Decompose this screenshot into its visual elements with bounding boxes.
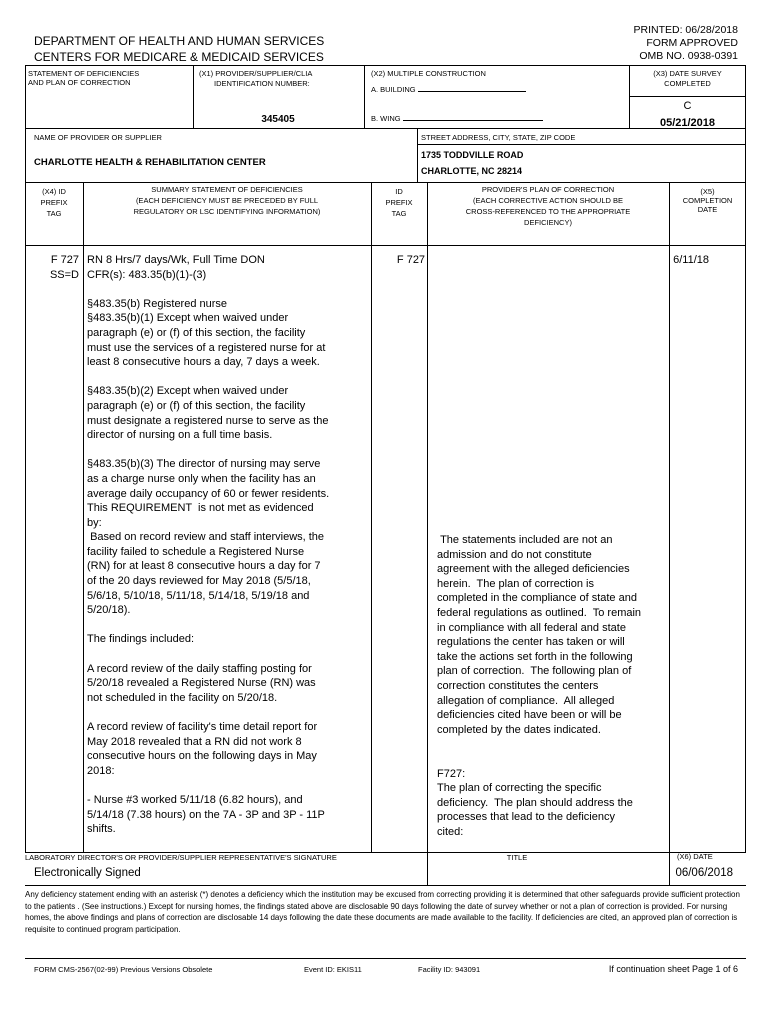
provider-name-label: NAME OF PROVIDER OR SUPPLIER — [34, 133, 162, 142]
id-header-2: PREFIX — [385, 198, 413, 207]
survey-date: 05/21/2018 — [659, 117, 716, 129]
plan-header-2: (EACH CORRECTIVE ACTION SHOULD BE — [472, 196, 624, 205]
plan-header-1: PROVIDER'S PLAN OF CORRECTION — [481, 185, 615, 194]
x2-building-label: A. BUILDING — [371, 85, 526, 95]
address-label: STREET ADDRESS, CITY, STATE, ZIP CODE — [421, 133, 576, 142]
x2-label: (X2) MULTIPLE CONSTRUCTION — [371, 69, 486, 78]
centers-name: CENTERS FOR MEDICARE & MEDICAID SERVICES — [34, 50, 324, 64]
footnote: Any deficiency statement ending with an asterisk (*) denotes a deficiency which the institution may be excused from correcting providing it is determined that other safeguards provide sufficient protection to the patients . (See instructions.) Except for nursing homes, the findings stated above are disclosable 90 days following the date of survey whether or not a plan of correction is provided. For nursing homes, the above findings and plans of correction are disclosable 14 days following the date these documents are made available to the facility. If deficiencies are cited, an approved plan of correction is requisite to continued program participation. — [25, 890, 740, 934]
left-tag: F 727 — [50, 254, 79, 266]
x5-header-2: COMPLETION — [682, 196, 733, 205]
date-label: (X6) DATE — [677, 852, 713, 861]
city-state-zip: CHARLOTTE, NC 28214 — [421, 166, 523, 176]
statement-label-2: AND PLAN OF CORRECTION — [28, 78, 131, 87]
signature-date: 06/06/2018 — [675, 867, 733, 879]
page-number: If continuation sheet Page 1 of 6 — [608, 964, 738, 974]
plan-header-3: CROSS-REFERENCED TO THE APPROPRIATE — [465, 207, 631, 216]
x2-wing-label: B. WING — [371, 114, 543, 124]
x4-header-2: PREFIX — [40, 198, 68, 207]
x1-label-2: IDENTIFICATION NUMBER: — [214, 79, 310, 88]
department-name: DEPARTMENT OF HEALTH AND HUMAN SERVICES — [34, 34, 325, 48]
survey-letter: C — [683, 100, 692, 112]
summary-paragraph: - Nurse #3 worked 5/11/18 (6.82 hours), and 5/14/18 (7.38 hours) on the 7A - 3P and 3P - 11P shifts. — [87, 793, 325, 836]
completion-date: 6/11/18 — [673, 254, 709, 266]
summary-paragraph: A record review of facility's time detail report for May 2018 revealed that a RN did not work 8 consecutive hours on the following days in May 2018: — [87, 721, 318, 777]
form-number: FORM CMS-2567(02-99) Previous Versions Obsolete — [34, 965, 213, 974]
summary-header-3: REGULATORY OR LSC IDENTIFYING INFORMATION) — [133, 207, 321, 216]
x3-label-2: COMPLETED — [664, 79, 711, 88]
summary-paragraph: RN 8 Hrs/7 days/Wk, Full Time DON CFR(s): 483.35(b)(1)-(3) — [87, 254, 265, 281]
summary-header-2: (EACH DEFICIENCY MUST BE PRECEDED BY FULL — [135, 196, 319, 205]
x1-label-1: (X1) PROVIDER/SUPPLIER/CLIA — [199, 69, 313, 78]
title-label: TITLE — [506, 853, 528, 862]
event-id: Event ID: EKIS11 — [304, 965, 362, 974]
summary-header-1: SUMMARY STATEMENT OF DEFICIENCIES — [151, 185, 303, 194]
form-approved: FORM APPROVED — [646, 37, 738, 49]
summary-paragraph: The findings included: — [87, 633, 195, 646]
signature-label: LABORATORY DIRECTOR'S OR PROVIDER/SUPPLIER REPRESENTATIVE'S SIGNATURE — [25, 853, 337, 862]
provider-id-number: 345405 — [261, 114, 295, 125]
omb-number: OMB NO. 0938-0391 — [639, 50, 738, 62]
signature-value: Electronically Signed — [34, 867, 141, 879]
summary-paragraph: §483.35(b) Registered nurse §483.35(b)(1) Except when waived under paragraph (e) or (f) of this section, the facility must use the services of a registered nurse for at least 8 consecutive hours a day, 7 days a week. — [87, 297, 326, 369]
facility-id: Facility ID: 943091 — [418, 965, 481, 974]
id-header-1: ID — [395, 187, 403, 196]
id-header-3: TAG — [391, 209, 407, 218]
plan-paragraph: The statements included are not an admission and do not constitute agreement with the alleged deficiencies herein. The plan of correction is completed in the compliance of state and federal regulations as outlined. To remain in compliance with all federal and state regulations the center has taken or will take the actions set forth in the following plan of correction. The following plan of correction constitutes the centers allegation of compliance. All alleged deficiencies cited have been or will be completed by the dates indicated. — [437, 534, 642, 736]
plan-paragraph: F727: The plan of correcting the specific deficiency. The plan should address the processes that lead to the deficiency cited: — [437, 767, 633, 838]
provider-name: CHARLOTTE HEALTH & REHABILITATION CENTER — [34, 157, 266, 168]
deficiency-summary — [87, 253, 369, 851]
x5-header-3: DATE — [697, 205, 718, 214]
x4-header-1: (X4) ID — [42, 187, 66, 196]
printed-date: PRINTED: 06/28/2018 — [633, 24, 738, 36]
summary-paragraph: A record review of the daily staffing posting for 5/20/18 revealed a Registered Nurse (RN) was not scheduled in the facility on 5/20/18. — [87, 662, 316, 704]
x3-label-1: (X3) DATE SURVEY — [653, 69, 722, 78]
summary-paragraph: §483.35(b)(2) Except when waived under paragraph (e) or (f) of this section, the facility must designate a registered nurse to serve as the director of nursing on a full time basis. — [87, 385, 329, 442]
x5-header-1: (X5) — [700, 187, 715, 196]
plan-of-correction — [437, 533, 667, 854]
right-tag: F 727 — [396, 254, 426, 266]
x4-header-3: TAG — [46, 209, 62, 218]
plan-header-4: DEFICIENCY) — [524, 218, 572, 227]
severity-scope: SS=D — [49, 269, 79, 281]
summary-paragraph: §483.35(b)(3) The director of nursing may serve as a charge nurse only when the facility has an average daily occupancy of 60 or fewer residents. This REQUIREMENT is not met as evidenced by: Based on record review and staff interviews, the facility failed to schedule a Registered Nurse (RN) for at least 8 consecutive hours a day for 7 of the 20 days reviewed for May 2018 (5/5/18, 5/6/18, 5/10/18, 5/11/18, 5/14/18, 5/19/18 and 5/20/18). — [87, 458, 330, 617]
statement-label-1: STATEMENT OF DEFICIENCIES — [28, 69, 140, 78]
street-address: 1735 TODDVILLE ROAD — [421, 150, 524, 160]
